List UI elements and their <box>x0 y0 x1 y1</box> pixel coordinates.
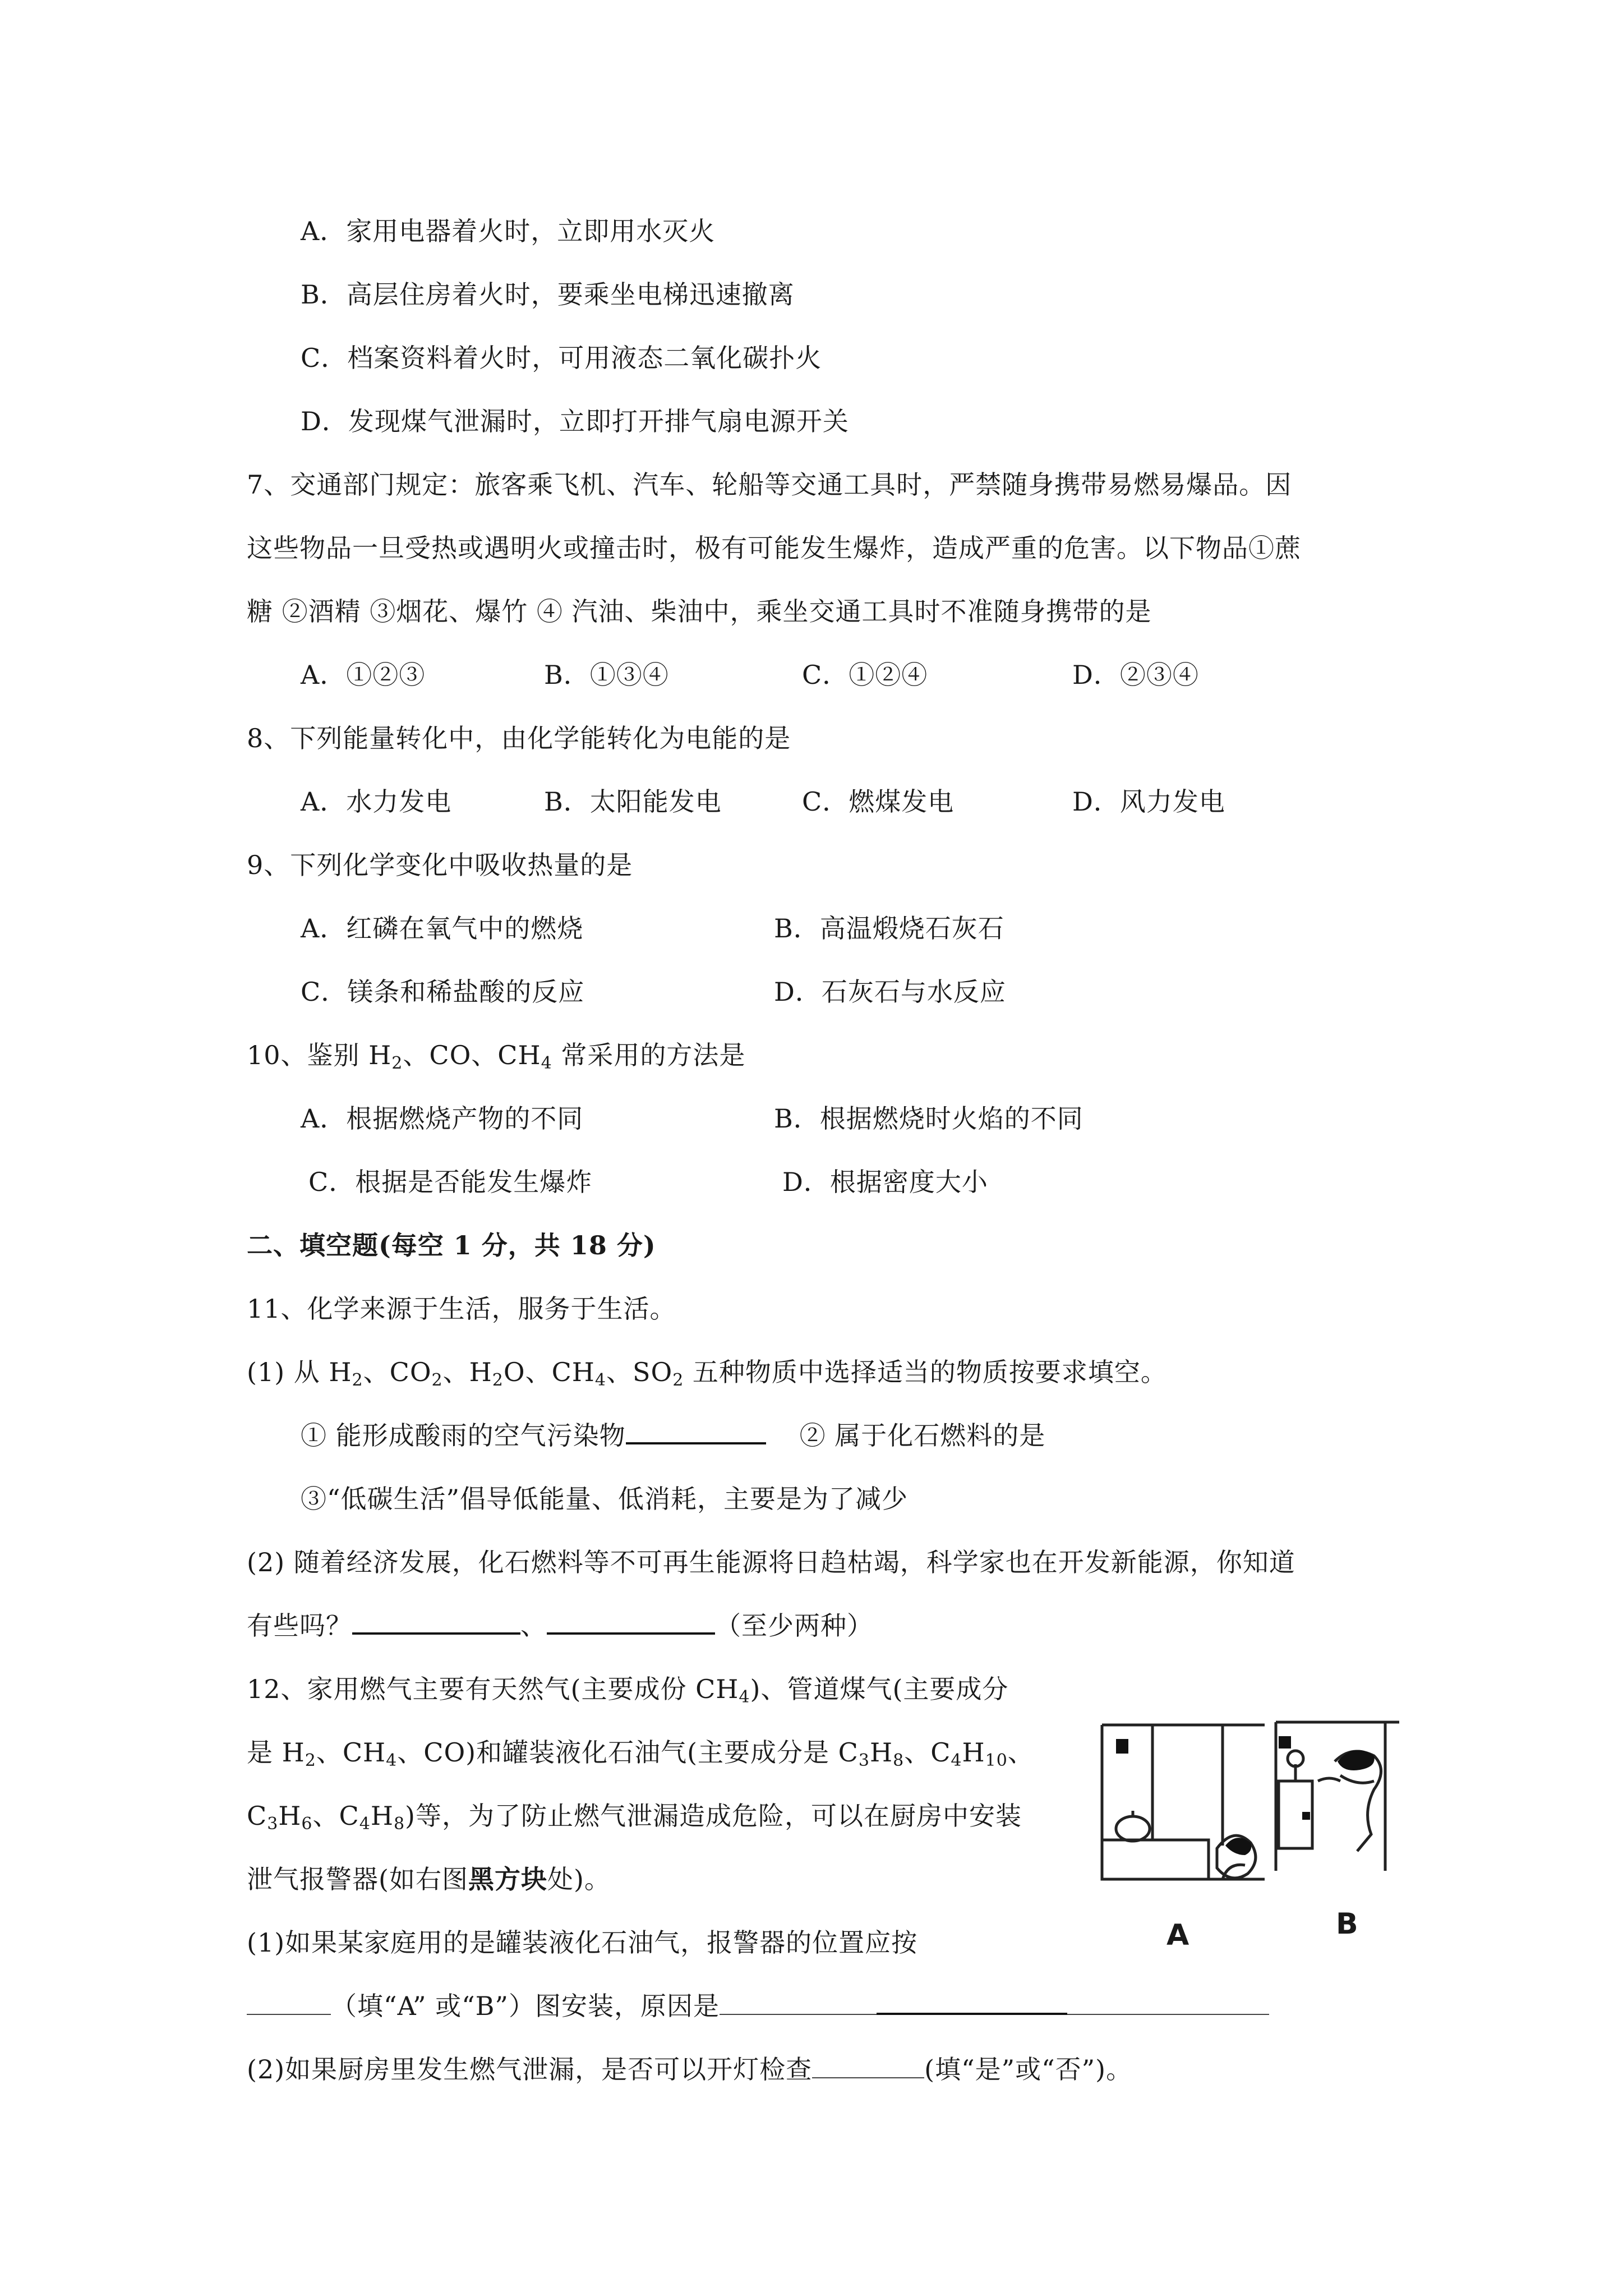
alarm-low-marker <box>1116 1739 1128 1754</box>
answer-blank-reason-c[interactable] <box>1067 1991 1269 2015</box>
q7-option-b: B．①③④ <box>544 660 669 690</box>
answer-blank-figure-choice[interactable] <box>247 1991 331 2015</box>
q8-option-d: D．风力发电 <box>1072 786 1225 817</box>
q12-stem-line-3: $C_3H_6$、$C_4H_8$)等，为了防止燃气泄漏造成危险，可以在厨房中安装 <box>247 1801 1022 1834</box>
answer-blank-turn-on-light[interactable] <box>812 2055 924 2078</box>
q12-stem-line-4: 泄气报警器(如右图黑方块处)。 <box>247 1864 611 1894</box>
kitchen-figure-a <box>1099 1717 1267 1885</box>
figure-b-label: B <box>1336 1907 1358 1941</box>
q11-part-1: (1) 从 $H_2$、$CO_2$、$H_2O$、$CH_4$、$SO_2$ 五种物质中选择适当的物质按要求填空。 <box>247 1357 1167 1390</box>
answer-blank-reason-a[interactable] <box>720 1991 877 2015</box>
answer-blank-acid-rain[interactable] <box>626 1420 766 1444</box>
q10-option-d: D．根据密度大小 <box>782 1167 988 1197</box>
figure-a-label: A <box>1166 1918 1189 1952</box>
q11-part-2-line-1: (2) 随着经济发展，化石燃料等不可再生能源将日趋枯竭，科学家也在开发新能源，你知道 <box>247 1547 1295 1577</box>
q10-option-b: B．根据燃烧时火焰的不同 <box>774 1103 1083 1134</box>
q12-part-1-line-1: (1)如果某家庭用的是罐装液化石油气，报警器的位置应按 <box>247 1927 918 1958</box>
q6-option-c: C．档案资料着火时，可用液态二氧化碳扑火 <box>301 343 822 373</box>
q7-stem-line-3: 糖 ②酒精 ③烟花、爆竹 ④ 汽油、柴油中，乘坐交通工具时不准随身携带的是 <box>247 596 1152 627</box>
answer-blank-reason-b[interactable] <box>877 1990 1067 2015</box>
q11-part-2-line-2: 有些吗？ 、 （至少两种） <box>247 1611 873 1641</box>
q7-option-d: D．②③④ <box>1072 660 1199 690</box>
q9-stem: 9、下列化学变化中吸收热量的是 <box>247 850 633 880</box>
q8-option-a: A．水力发电 <box>301 786 452 817</box>
q12-stem-line-2: 是 $H_2$、$CH_4$、CO)和罐装液化石油气(主要成分是 $C_3H_8$、$C_4H_{10}$、 <box>247 1737 1034 1770</box>
kitchen-figure-b <box>1273 1708 1402 1876</box>
q7-option-a: A．①②③ <box>301 660 426 690</box>
q11-item-1: ① 能形成酸雨的空气污染物 ② 属于化石燃料的是 <box>301 1420 1046 1451</box>
q6-option-b: B．高层住房着火时，要乘坐电梯迅速撤离 <box>301 279 795 310</box>
q8-stem: 8、下列能量转化中，由化学能转化为电能的是 <box>247 723 791 753</box>
q12-stem-line-1: 12、家用燃气主要有天然气(主要成份 $CH_4$)、管道煤气(主要成分 <box>247 1674 1009 1707</box>
q10-option-a: A．根据燃烧产物的不同 <box>301 1103 584 1134</box>
q9-option-a: A．红磷在氧气中的燃烧 <box>301 913 584 944</box>
section-2-heading: 二、填空题(每空 1 分，共 18 分) <box>247 1230 656 1260</box>
q10-option-c: C．根据是否能发生爆炸 <box>308 1167 593 1197</box>
q11-stem: 11、化学来源于生活，服务于生活。 <box>247 1294 676 1324</box>
q9-option-c: C．镁条和稀盐酸的反应 <box>301 977 585 1007</box>
answer-blank-new-energy-2[interactable] <box>547 1610 715 1635</box>
q7-stem-line-2: 这些物品一旦受热或遇明火或撞击时，极有可能发生爆炸，造成严重的危害。以下物品①蔗 <box>247 533 1301 563</box>
q9-option-b: B．高温煅烧石灰石 <box>774 913 1004 944</box>
q12-part-2: (2)如果厨房里发生燃气泄漏，是否可以开灯检查 (填“是”或“否”)。 <box>247 2054 1133 2085</box>
q7-stem-line-1: 7、交通部门规定：旅客乘飞机、汽车、轮船等交通工具时，严禁随身携带易燃易爆品。因 <box>247 470 1292 500</box>
q6-option-a: A．家用电器着火时，立即用水灭火 <box>301 216 716 246</box>
q8-option-c: C．燃煤发电 <box>802 786 955 817</box>
q6-option-d: D．发现煤气泄漏时，立即打开排气扇电源开关 <box>301 406 849 436</box>
alarm-high-marker <box>1279 1736 1291 1749</box>
q8-option-b: B．太阳能发电 <box>544 786 722 817</box>
q7-option-c: C．①②④ <box>802 660 928 690</box>
q10-stem: 10、鉴别 $H_2$、CO、$CH_4$ 常采用的方法是 <box>247 1040 746 1073</box>
q9-option-d: D．石灰石与水反应 <box>774 977 1006 1007</box>
q12-part-1-line-2: （填“A” 或“B”）图安装，原因是 <box>247 1989 1269 2023</box>
answer-blank-new-energy-1[interactable] <box>352 1610 520 1635</box>
q11-item-3: ③“低碳生活”倡导低能量、低消耗，主要是为了减少 <box>301 1484 909 1514</box>
